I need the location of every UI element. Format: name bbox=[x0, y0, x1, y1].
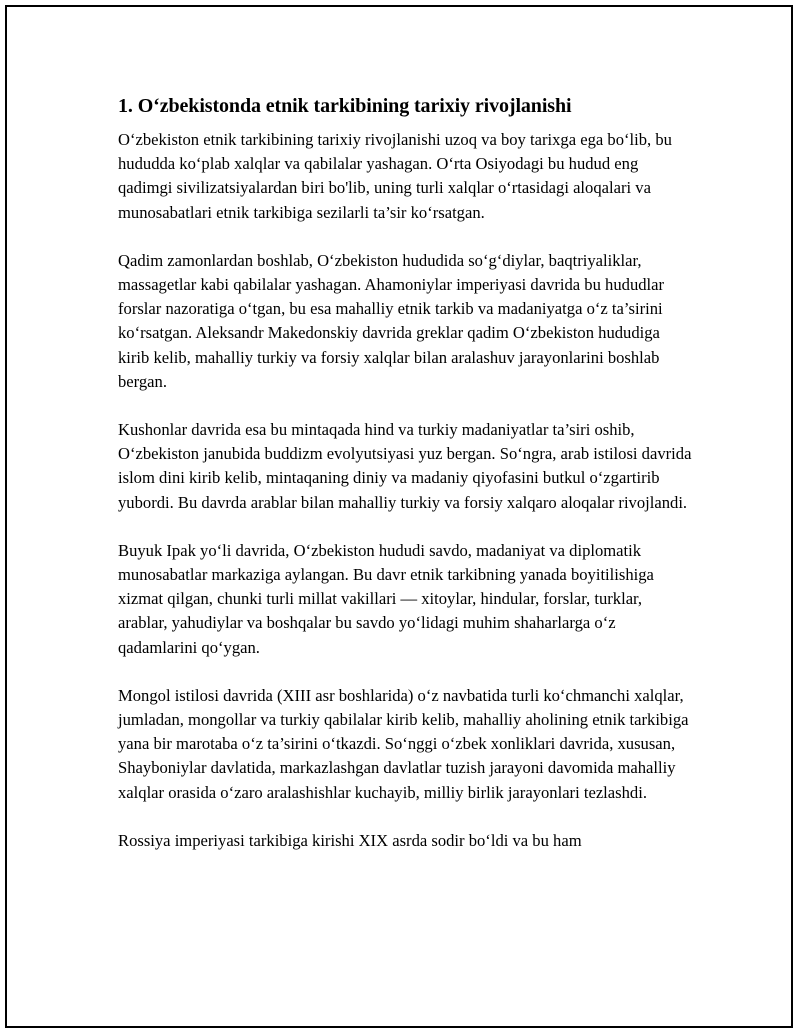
document-body bbox=[118, 92, 693, 877]
paragraph-6: Rossiya imperiyasi tarkibiga kirishi XIX asrda sodir bo‘ldi va bu ham bbox=[118, 830, 582, 850]
section-heading: 1. O‘zbekistonda etnik tarkibining tarixiy rivojlanishi bbox=[118, 95, 572, 117]
paragraph-4: Buyuk Ipak yo‘li davrida, O‘zbekiston hududi savdo, madaniyat va diplomatik munosabatlar markaziga aylangan. Bu davr etnik tarkibning yanada boyitilishiga xizmat qilgan, chunki turli millat vakillari — xitoylar, hindular, forslar, turklar, arablar, yahudiylar va boshqalar bu savdo yo‘lidagi muhim shaharlarga o‘z qadamlarini qo‘ygan. bbox=[118, 540, 654, 657]
paragraph-1: O‘zbekiston etnik tarkibining tarixiy rivojlanishi uzoq va boy tarixga ega bo‘lib, bu hududda ko‘plab xalqlar va qabilalar yashagan. O‘rta Osiyodagi bu hudud eng qadimgi sivilizatsiyalardan biri bo'lib, uning turli xalqlar o‘rtasidagi aloqalari va munosabatlari etnik tarkibiga sezilarli ta’sir ko‘rsatgan. bbox=[118, 130, 672, 222]
paragraph-3: Kushonlar davrida esa bu mintaqada hind va turkiy madaniyatlar ta’siri oshib, O‘zbekiston janubida buddizm evolyutsiyasi yuz bergan. So‘ngra, arab istilosi davrida islom dini kirib kelib, mintaqaning diniy va madaniy qiyofasini butkul o‘zgartirib yubordi. Bu davrda arablar bilan mahalliy turkiy va forsiy xalqaro aloqalar rivojlandi. bbox=[118, 420, 692, 512]
paragraph-5: Mongol istilosi davrida (XIII asr boshlarida) o‘z navbatida turli ko‘chmanchi xalqlar, jumladan, mongollar va turkiy qabilalar kirib kelib, mahalliy aholining etnik tarkibiga yana bir marotaba o‘z ta’sirini o‘tkazdi. So‘nggi o‘zbek xonliklari davrida, xususan, Shayboniylar davlatida, markazlashgan davlatlar tuzish jarayoni davomida mahalliy xalqlar orasida o‘zaro aralashishlar kuchayib, milliy birlik jarayonlari tezlashdi. bbox=[118, 685, 689, 802]
paragraph-2: Qadim zamonlardan boshlab, O‘zbekiston hududida so‘g‘diylar, baqtriyaliklar, massagetlar kabi qabilalar yashagan. Ahamoniylar imperiyasi davrida bu hududlar forslar nazoratiga o‘tgan, bu esa mahalliy etnik tarkib va madaniyatga o‘z ta’sirini ko‘rsatgan. Aleksandr Makedonskiy davrida greklar qadim O‘zbekiston hududiga kirib kelib, mahalliy turkiy va forsiy xalqlar bilan aralashuv jarayonlarini boshlab bergan. bbox=[118, 250, 665, 391]
